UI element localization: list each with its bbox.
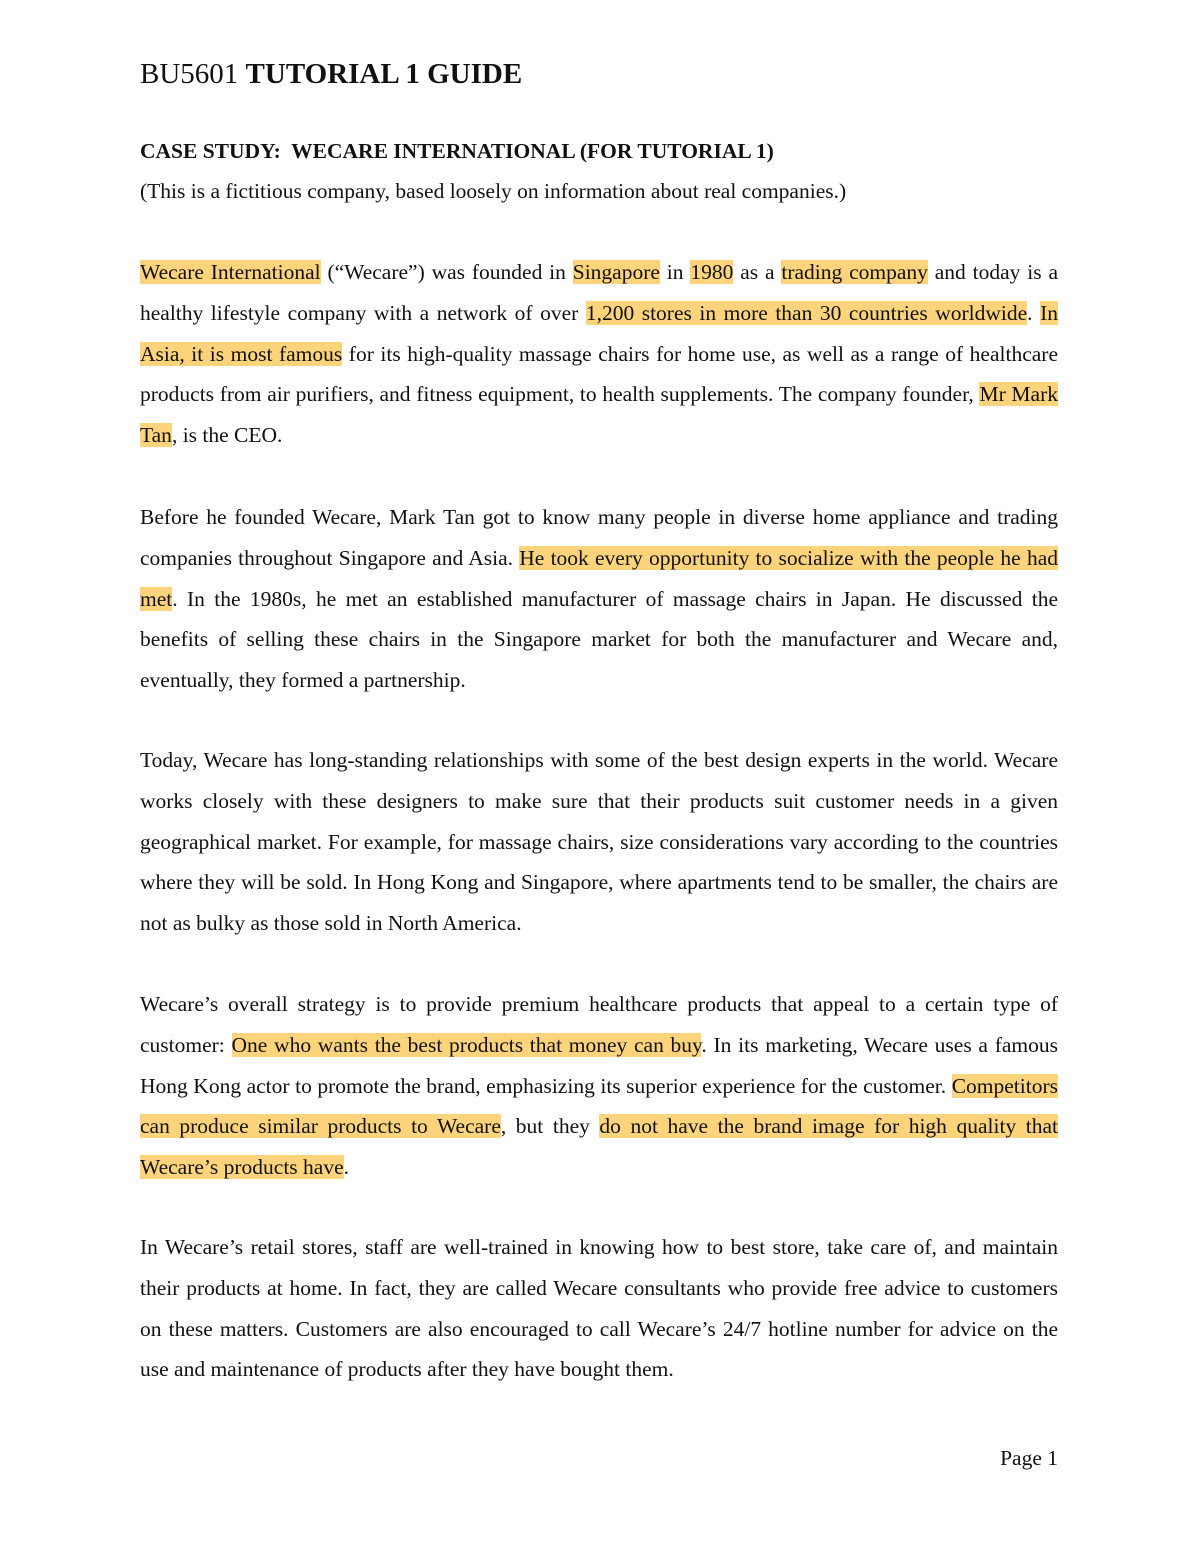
highlighted-text: Wecare International [140, 260, 321, 284]
title-text: TUTORIAL 1 GUIDE [245, 58, 523, 90]
paragraph-text: for its high-quality massage chairs for home use, as well as a range of healthcare products from air purifiers, and fitness equipment, to health supplements. The company founder, [140, 341, 1058, 407]
paragraph-text: , is the CEO. [171, 423, 283, 448]
highlighted-text: Singapore [572, 260, 660, 284]
paragraph-text: . [343, 1155, 349, 1180]
paragraph-retail-stores [140, 1227, 1058, 1390]
paragraph-text: as a [733, 260, 782, 284]
course-code: BU5601 [140, 58, 239, 90]
highlighted-text: 1980 [690, 260, 734, 284]
document-title [140, 56, 522, 92]
paragraph-text: in [659, 260, 691, 284]
paragraph-design-partnerships [140, 740, 1058, 944]
case-study-note: (This is a fictitious company, based loosely on information about real companies.) [140, 179, 847, 203]
highlighted-text: trading company [781, 260, 928, 284]
highlighted-text: Mr Mark Tan [140, 382, 1058, 448]
highlighted-text: Competitors can produce similar products to Wecare [140, 1073, 1058, 1139]
page-number: Page 1 [1000, 1446, 1058, 1470]
paragraph-text: . In the 1980s, he met an established manufacturer of massage chairs in Japan. He discussed the benefits of selling these chairs in the Singapore market for both the manufacturer and Wecare and, eventually, they formed a partnership. [140, 586, 1058, 693]
highlighted-text: In Asia, it is most famous [140, 300, 1058, 366]
paragraph-strategy [140, 984, 1058, 1188]
paragraph-text: Wecare’s overall strategy is to provide premium healthcare products that appeal to a certain type of customer: [140, 992, 1058, 1057]
paragraph-text: Before he founded Wecare, Mark Tan got to know many people in diverse home appliance and trading companies throughout Singapore and Asia. [140, 505, 1058, 570]
case-study-heading: CASE STUDY: WECARE INTERNATIONAL (FOR TUTORIAL 1) [140, 139, 774, 163]
paragraph-text: and today is a healthy lifestyle company with a network of over [140, 260, 1058, 325]
paragraph-text: . [1027, 300, 1041, 325]
paragraph-text: . In its marketing, Wecare uses a famous Hong Kong actor to promote the brand, emphasizing its superior experience for the customer. [140, 1032, 1058, 1098]
highlighted-text: One who wants the best products that money can buy [231, 1032, 702, 1057]
highlighted-text: do not have the brand image for high quality that Wecare’s products have [140, 1114, 1058, 1180]
paragraph-text: (“Wecare”) was founded in [320, 260, 573, 284]
highlighted-text: 1,200 stores in more than 30 countries worldwide [585, 300, 1028, 325]
paragraph-text: Today, Wecare has long-standing relationships with some of the best design experts in the world. Wecare works closely with these designers to make sure that their products suit customer needs in a given geographical market. For example, for massage chairs, size considerations vary according to the countries where they will be sold. In Hong Kong and Singapore, where apartments tend to be smaller, the chairs are not as bulky as those sold in North America. [140, 748, 1058, 936]
paragraph-company-overview [140, 252, 1058, 456]
highlighted-text: He took every opportunity to socialize with the people he had met [140, 545, 1058, 611]
paragraph-text: In Wecare’s retail stores, staff are well-trained in knowing how to best store, take care of, and maintain their products at home. In fact, they are called Wecare consultants who provide free advice to customers on these matters. Customers are also encouraged to call Wecare’s 24/7 hotline number for advice on the use and maintenance of products after they have bought them. [140, 1235, 1058, 1382]
paragraph-text: , but they [500, 1114, 600, 1139]
paragraph-founder-background [140, 497, 1058, 701]
